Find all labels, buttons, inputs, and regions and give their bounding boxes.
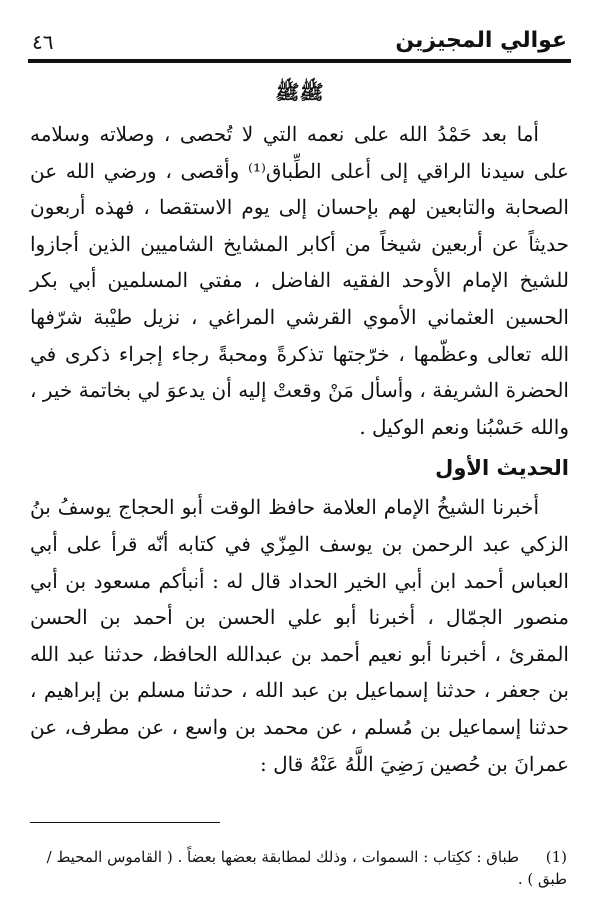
- page-header: [30, 28, 569, 58]
- page-number: ٤٦: [32, 30, 54, 54]
- footnote-separator: [30, 822, 220, 823]
- hadith-paragraph: أخبرنا الشيخُ الإمام العلامة حافظ الوقت أبو الحجاج يوسفُ بنُ الزكي عبد الرحمن بن يوسف المِزّي في كتابه أنّه قرأ على أبي العباس أحمد ابن أبي الخير الحداد قال له : أنبأكم مسعود بن أبي منصور الجمّال ، أخبرنا أبو علي الحسن بن أحمد بن الحسن المقرئ ، أخبرنا أبو نعيم أحمد بن عبدالله الحافظ، حدثنا عبد الله بن جعفر ، حدثنا إسماعيل بن عبد الله ، حدثنا مسلم بن إبراهيم ، حدثنا إسماعيل بن مُسلم ، عن محمد بن واسع ، عن مطرف، عن عمرانَ بن حُصين رَضِيَ اللَّهُ عَنْهُ قال :: [30, 495, 569, 776]
- ornament-heading: ﷺﷺ: [275, 80, 324, 104]
- footnote-marker: (1): [545, 848, 567, 866]
- footnote-text: طباق : ككِتاب : السموات ، وذلك لمطابقة بعضها بعضاً . ( القاموس المحيط / طبق ) .: [46, 848, 567, 888]
- footnote: [30, 846, 567, 890]
- running-title: عوالي المجيزين: [395, 28, 567, 53]
- header-rule: [28, 59, 571, 63]
- section-heading: الحديث الأول: [435, 456, 569, 481]
- main-text: [30, 116, 569, 782]
- intro-paragraph: أما بعد حَمْدُ الله على نعمه التي لا تُحصى ، وصلاته وسلامه على سيدنا الراقي إلى أعلى الطِّباق⁽¹⁾ وأقصى ، ورضي الله عن الصحابة والتابعين لهم بإحسان إلى يوم الاستقصا ، فهذه أربعون حديثاً عن أربعين شيخاً من أكابر المشايخ الشاميين الذين أجازوا للشيخ الإمام الأوحد الفقيه الفاضل ، مفتي المسلمين أبي بكر الحسين العثماني الأموي القرشي المراغي ، نزيل طيْبة شرّفها الله تعالى وعظّمها ، خرّجتها تذكرةً ومحبةً رجاء إجراء ذكرى في الحضرة الشريفة ، وأسأل مَنْ وقعتْ إليه أن يدعوَ لي بخاتمة خير ، والله حَسْبُنا ونعم الوكيل .: [30, 122, 569, 439]
